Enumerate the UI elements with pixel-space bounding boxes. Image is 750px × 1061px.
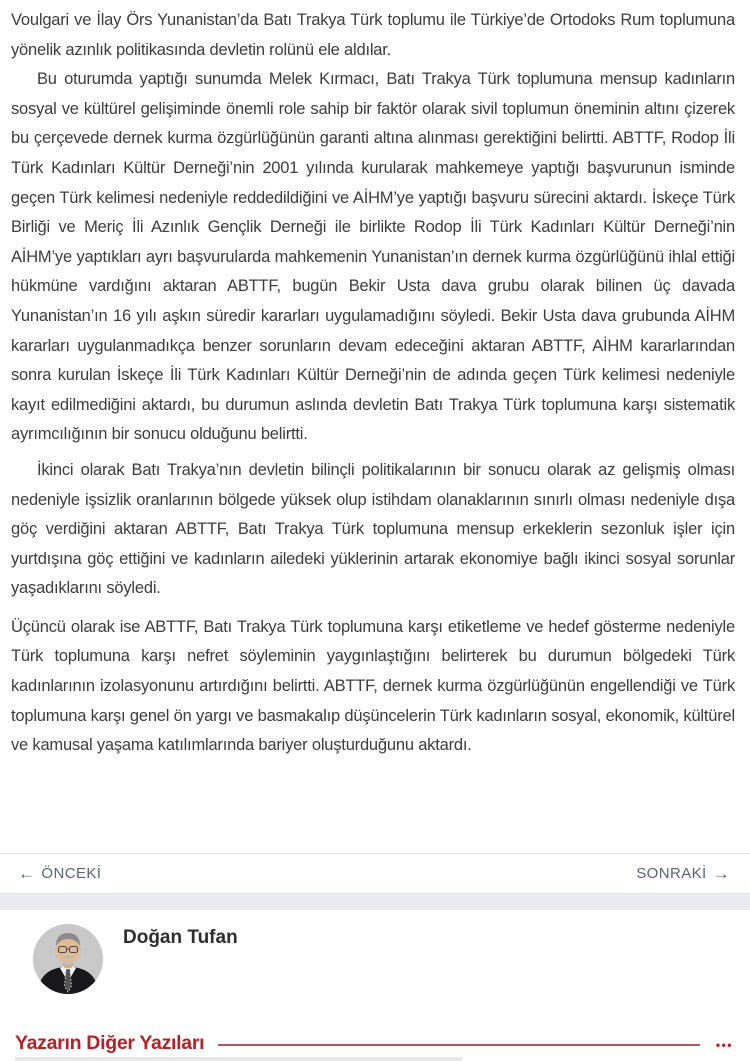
other-articles-title: Yazarın Diğer Yazıları bbox=[15, 1032, 205, 1054]
author-name[interactable]: Doğan Tufan bbox=[123, 927, 238, 948]
previous-post-link[interactable] bbox=[18, 865, 101, 882]
author-avatar[interactable] bbox=[33, 924, 103, 994]
next-section-edge bbox=[15, 1057, 462, 1061]
next-post-label: SONRAKİ bbox=[636, 864, 707, 882]
right-arrow-icon: → bbox=[712, 863, 730, 883]
author-portrait-photo bbox=[33, 924, 103, 994]
previous-post-label: ÖNCEKİ bbox=[41, 864, 102, 882]
article-paragraph: Voulgari ve İlay Örs Yunanistan’da Batı Trakya Türk toplumu ile Türkiye’de Ortodoks Rum toplumuna yönelik azınlık politikasında devletin rolünü ele aldılar. bbox=[11, 11, 735, 59]
article-paragraph: Üçüncü olarak ise ABTTF, Batı Trakya Türk toplumuna karşı etiketleme ve hedef gösterme nedeniyle Türk toplumuna karşı nefret söyleminin yaygınlaştığını belirterek bu durumun bölgedeki Türk kadınlarının izolasyonunu artırdığını belirtti. ABTTF, dernek kurma özgürlüğünün engellendiği ve Türk toplumuna karşı genel ön yargı ve basmakalıp düşüncelerin Türk kadınların sosyal, ekonomik, kültürel ve kamusal yaşama katılımlarında bariyer oluşturduğunu aktardı. bbox=[11, 617, 735, 755]
next-post-link[interactable] bbox=[636, 865, 730, 882]
other-articles-header bbox=[15, 1032, 733, 1055]
header-rule-line bbox=[218, 1044, 700, 1046]
pagination-bar bbox=[0, 853, 750, 894]
section-gap bbox=[0, 894, 750, 910]
author-card bbox=[0, 910, 750, 1061]
article-paragraph: İkinci olarak Batı Trakya’nın devletin bilinçli politikalarının bir sonucu olarak az gelişmiş olması nedeniyle işsizlik oranlarının bölgede yüksek olup istihdam olanaklarının sınırlı olması nedeniyle dışa göç verdiğini aktaran ABTTF, Batı Trakya Türk toplumuna mensup erkeklerin sezonluk işler için yurtdışına göç ettiğini ve kadınların ailedeki yüklerinin artarak ekonomiye bağlı ikinci sosyal sorunlar yaşadıklarını söyledi. bbox=[11, 460, 735, 598]
more-options-dots-icon[interactable]: ••• bbox=[715, 1037, 733, 1052]
left-arrow-icon: ← bbox=[18, 863, 36, 883]
article-paragraph: Bu oturumda yaptığı sunumda Melek Kırmacı, Batı Trakya Türk toplumuna mensup kadınların sosyal ve kültürel gelişiminde önemli role sahip bir faktör olarak sivil toplumun öneminin altını çizerek bu çerçevede dernek kurma özgürlüğünün garanti altına alınması gerektiğini belirtti. ABTTF, Rodop İli Türk Kadınları Kültür Derneği’nin 2001 yılında kurularak mahkemeye yaptığı başvurunun isminde geçen Türk kelimesi nedeniyle reddedildiğini ve AİHM’ye yaptığı başvuru sürecini aktardı. İskeçe Türk Birliği ve Meriç İli Azınlık Gençlik Derneği ile birlikte Rodop İli Türk Kadınları Kültür Derneği’nin AİHM’ye yaptıkları ayrı başvurularda mahkemenin Yunanistan’ın dernek kurma özgürlüğünü ihlal ettiği hükmüne vardığını aktaran ABTTF, bugün Bekir Usta dava grubu olarak bilinen üç davada Yunanistan’ın 16 yılı aşkın süredir kararları uygulamadığını söyledi. Bekir Usta dava grubunda AİHM kararları uygulanmadıkça benzer sorunların devam edeceğini aktaran ABTTF, AİHM kararlarından sonra kurulan İskeçe İli Türk Kadınları Kültür Derneği’nin de adında geçen Türk kelimesi nedeniyle kayıt edilmediğini aktardı, bu durumun aslında devletin Batı Trakya Türk toplumuna karşı sistematik ayrımcılığının bir sonucu olduğunu belirtti. bbox=[11, 70, 735, 444]
